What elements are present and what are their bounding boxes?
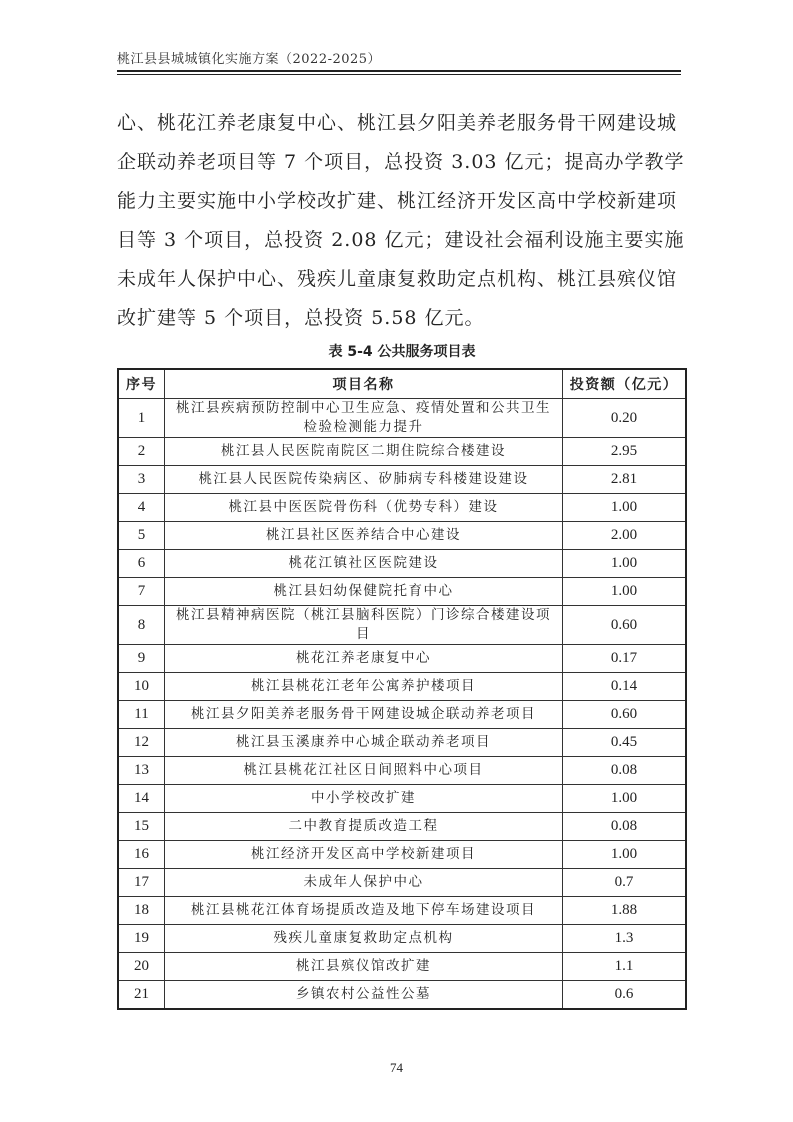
row-project-name: 桃江县桃花江社区日间照料中心项目 bbox=[165, 757, 563, 785]
row-investment: 1.00 bbox=[563, 494, 687, 522]
table-row bbox=[118, 841, 686, 869]
table-row bbox=[118, 729, 686, 757]
row-investment: 1.1 bbox=[563, 953, 687, 981]
table-row bbox=[118, 813, 686, 841]
row-index: 15 bbox=[118, 813, 165, 841]
row-index: 9 bbox=[118, 645, 165, 673]
row-index: 4 bbox=[118, 494, 165, 522]
row-project-name: 桃江县玉溪康养中心城企联动养老项目 bbox=[165, 729, 563, 757]
running-header: 桃江县县城城镇化实施方案（2022-2025） bbox=[117, 52, 382, 67]
row-project-name: 桃江县桃花江体育场提质改造及地下停车场建设项目 bbox=[165, 897, 563, 925]
row-investment: 1.88 bbox=[563, 897, 687, 925]
row-investment: 2.00 bbox=[563, 522, 687, 550]
table-row bbox=[118, 438, 686, 466]
table-row bbox=[118, 981, 686, 1010]
row-project-name: 桃花江养老康复中心 bbox=[165, 645, 563, 673]
row-index: 14 bbox=[118, 785, 165, 813]
table-row bbox=[118, 578, 686, 606]
row-index: 19 bbox=[118, 925, 165, 953]
row-investment: 0.6 bbox=[563, 981, 687, 1010]
header-rule-thin bbox=[117, 74, 681, 75]
row-project-name: 未成年人保护中心 bbox=[165, 869, 563, 897]
row-project-name: 桃花江镇社区医院建设 bbox=[165, 550, 563, 578]
row-index: 2 bbox=[118, 438, 165, 466]
table-caption: 表 5-4 公共服务项目表 bbox=[328, 344, 476, 360]
row-project-name: 桃江县妇幼保健院托育中心 bbox=[165, 578, 563, 606]
row-investment: 0.20 bbox=[563, 399, 687, 438]
row-investment: 0.7 bbox=[563, 869, 687, 897]
table-row bbox=[118, 550, 686, 578]
body-paragraph bbox=[117, 104, 687, 338]
row-investment: 1.00 bbox=[563, 841, 687, 869]
header-investment: 投资额（亿元） bbox=[563, 369, 687, 399]
row-investment: 0.08 bbox=[563, 813, 687, 841]
table-row bbox=[118, 701, 686, 729]
paragraph-line: 改扩建等 5 个项目，总投资 5.58 亿元。 bbox=[117, 307, 485, 329]
row-project-name: 桃江县殡仪馆改扩建 bbox=[165, 953, 563, 981]
row-project-name: 桃江县人民医院传染病区、矽肺病专科楼建设建设 bbox=[165, 466, 563, 494]
row-investment: 1.00 bbox=[563, 578, 687, 606]
row-index: 8 bbox=[118, 606, 165, 645]
paragraph-line: 企联动养老项目等 7 个项目，总投资 3.03 亿元；提高办学教学 bbox=[117, 151, 685, 173]
row-project-name: 二中教育提质改造工程 bbox=[165, 813, 563, 841]
paragraph-line: 目等 3 个项目，总投资 2.08 亿元；建设社会福利设施主要实施 bbox=[117, 229, 685, 251]
row-investment: 2.95 bbox=[563, 438, 687, 466]
row-project-name: 桃江县中医医院骨伤科（优势专科）建设 bbox=[165, 494, 563, 522]
table-row bbox=[118, 673, 686, 701]
row-investment: 0.60 bbox=[563, 701, 687, 729]
header-rule-thick bbox=[117, 70, 681, 72]
header-project-name: 项目名称 bbox=[165, 369, 563, 399]
paragraph-line: 能力主要实施中小学校改扩建、桃江经济开发区高中学校新建项 bbox=[117, 190, 678, 212]
table-row bbox=[118, 645, 686, 673]
table-row bbox=[118, 953, 686, 981]
row-investment: 2.81 bbox=[563, 466, 687, 494]
table-header-row bbox=[118, 369, 686, 399]
row-index: 7 bbox=[118, 578, 165, 606]
row-index: 21 bbox=[118, 981, 165, 1010]
row-investment: 1.00 bbox=[563, 550, 687, 578]
table-row bbox=[118, 522, 686, 550]
table-row bbox=[118, 869, 686, 897]
row-project-name: 残疾儿童康复救助定点机构 bbox=[165, 925, 563, 953]
table-row bbox=[118, 785, 686, 813]
row-investment: 1.3 bbox=[563, 925, 687, 953]
table-row bbox=[118, 757, 686, 785]
row-project-name: 桃江县人民医院南院区二期住院综合楼建设 bbox=[165, 438, 563, 466]
row-index: 16 bbox=[118, 841, 165, 869]
row-index: 17 bbox=[118, 869, 165, 897]
row-index: 13 bbox=[118, 757, 165, 785]
table-row bbox=[118, 925, 686, 953]
row-investment: 0.45 bbox=[563, 729, 687, 757]
page-number: 74 bbox=[390, 1060, 403, 1075]
row-project-name: 桃江县夕阳美养老服务骨干网建设城企联动养老项目 bbox=[165, 701, 563, 729]
row-index: 1 bbox=[118, 399, 165, 438]
paragraph-line: 心、桃花江养老康复中心、桃江县夕阳美养老服务骨干网建设城 bbox=[117, 112, 678, 134]
row-project-name: 桃江县疾病预防控制中心卫生应急、疫情处置和公共卫生检验检测能力提升 bbox=[165, 399, 563, 438]
row-index: 20 bbox=[118, 953, 165, 981]
row-project-name: 桃江县社区医养结合中心建设 bbox=[165, 522, 563, 550]
row-project-name: 桃江县桃花江老年公寓养护楼项目 bbox=[165, 673, 563, 701]
row-index: 3 bbox=[118, 466, 165, 494]
row-project-name: 中小学校改扩建 bbox=[165, 785, 563, 813]
row-index: 18 bbox=[118, 897, 165, 925]
row-project-name: 桃江经济开发区高中学校新建项目 bbox=[165, 841, 563, 869]
row-project-name: 乡镇农村公益性公墓 bbox=[165, 981, 563, 1010]
table-row bbox=[118, 897, 686, 925]
row-index: 12 bbox=[118, 729, 165, 757]
public-service-projects-table bbox=[117, 368, 687, 1010]
row-investment: 1.00 bbox=[563, 785, 687, 813]
row-investment: 0.14 bbox=[563, 673, 687, 701]
row-project-name: 桃江县精神病医院（桃江县脑科医院）门诊综合楼建设项目 bbox=[165, 606, 563, 645]
row-investment: 0.60 bbox=[563, 606, 687, 645]
paragraph-line: 未成年人保护中心、残疾儿童康复救助定点机构、桃江县殡仪馆 bbox=[117, 268, 678, 290]
row-investment: 0.08 bbox=[563, 757, 687, 785]
row-index: 5 bbox=[118, 522, 165, 550]
table-row bbox=[118, 494, 686, 522]
row-index: 10 bbox=[118, 673, 165, 701]
table-row bbox=[118, 466, 686, 494]
row-index: 11 bbox=[118, 701, 165, 729]
table-row bbox=[118, 399, 686, 438]
row-investment: 0.17 bbox=[563, 645, 687, 673]
header-index: 序号 bbox=[118, 369, 165, 399]
table-row bbox=[118, 606, 686, 645]
row-index: 6 bbox=[118, 550, 165, 578]
